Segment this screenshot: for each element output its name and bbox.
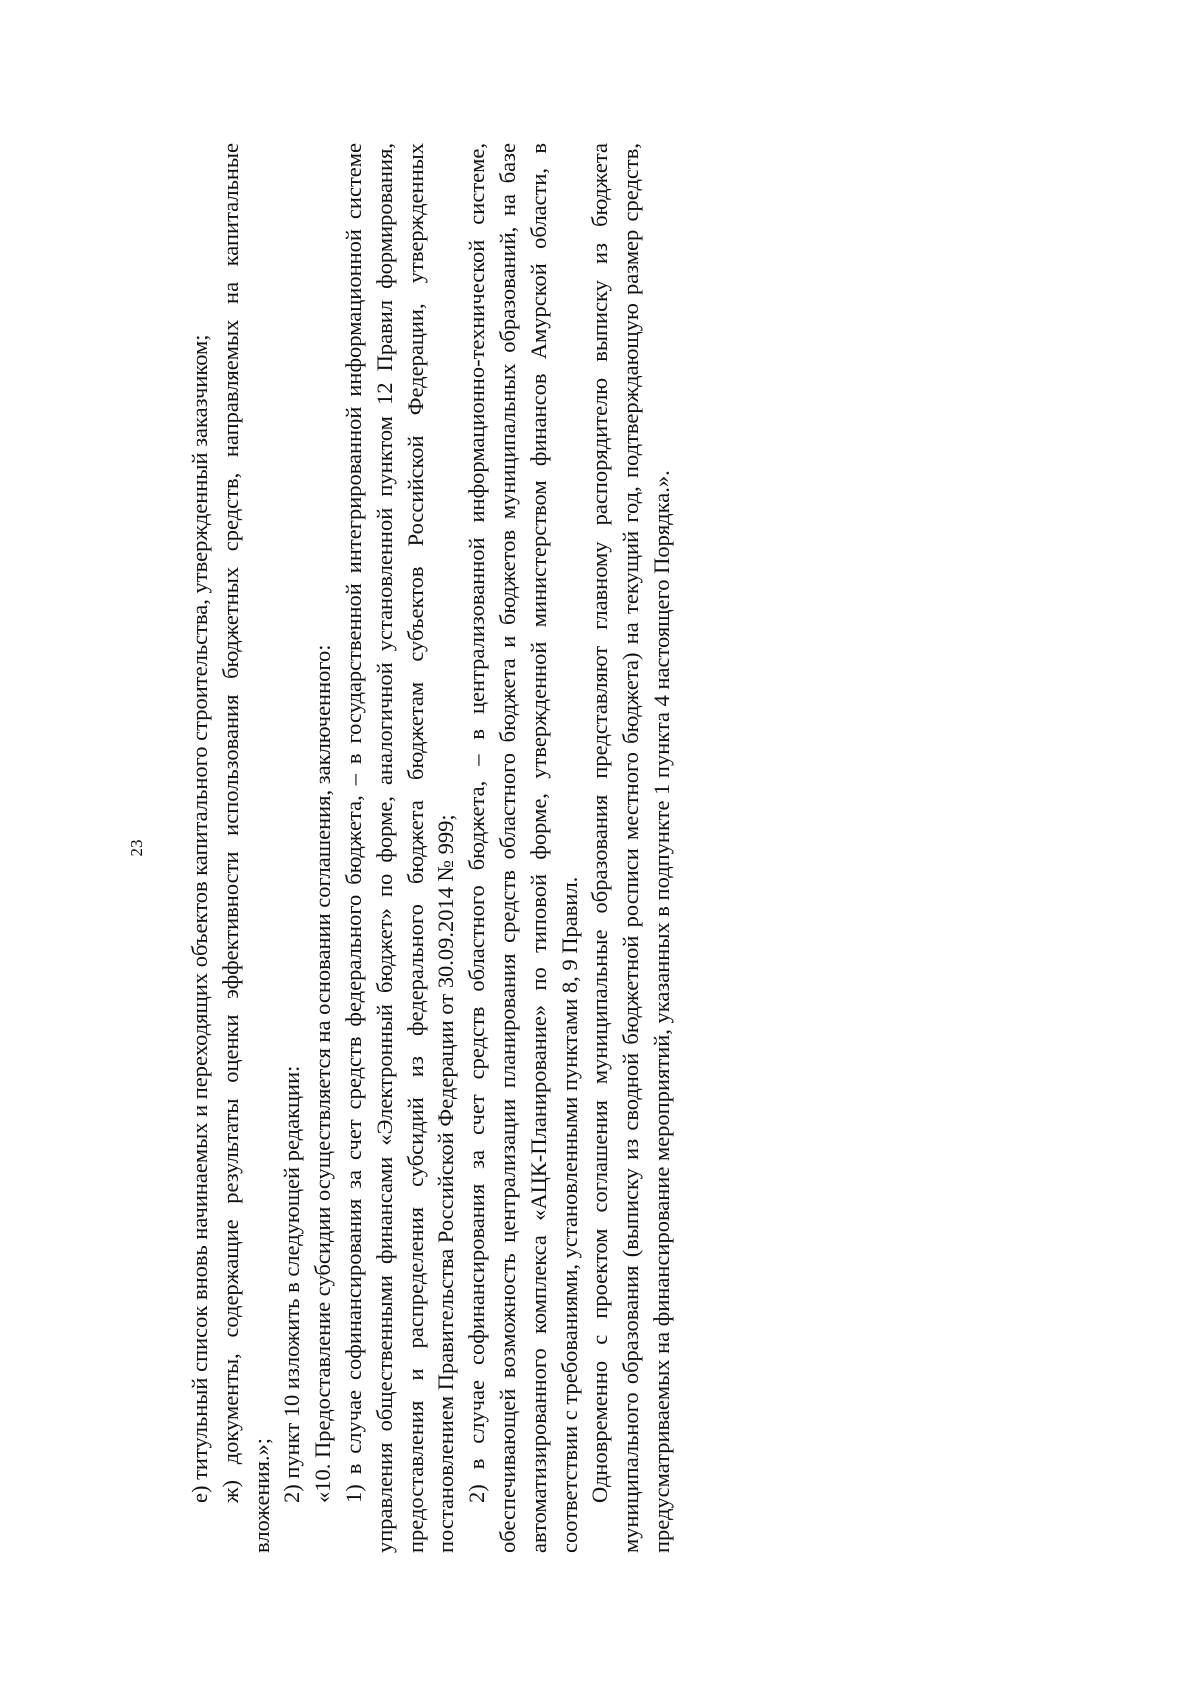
paragraph-item-10: «10. Предоставление субсидии осуществляется на основании соглашения, заключенного: xyxy=(310,644,336,1503)
paragraph-case-2: 2) в случае софинансирования за счет средств областного бюджета, – в централизованной информационно-технической системе, обеспечивающей возможность централизации планирования средств областного бюджета и бюджетов муниципальных образований, на базе автоматизированного комплекса «АЦК-Планирование» по типовой форме, утвержденной министерством финансов Амурской области, в соответствии с требованиями, установленными пунктами 8, 9 Правил. xyxy=(464,143,582,1553)
document-body xyxy=(185,143,678,1553)
paragraph-e: е) титульный список вновь начинаемых и переходящих объектов капитального строительства, утвержденный заказчиком; xyxy=(187,334,212,1503)
paragraph-case-1: 1) в случае софинансирования за счет средств федерального бюджета, – в государственной интегрированной информационной системе управления общественными финансами «Электронный бюджет» по форме, аналогичной установленной пунктом 12 Правил формирования, предоставления и распределения субсидий из федерального бюджета бюджетам субъектов Российской Федерации, утвержденных постановлением Правительства Российской Федерации от 30.09.2014 № 999; xyxy=(340,143,459,1553)
paragraph-simultaneously: Одновременно с проектом соглашения муниципальные образования представляют главному распорядителю выписку из бюджета муниципального образования (выписку из сводной бюджетной росписи местного бюджета) на текущий год, подтверждающую размер средств, предусматриваемых на финансирование мероприятий, указанных в подпункте 1 пункта 4 настоящего Порядка.». xyxy=(587,143,674,1553)
rotated-content xyxy=(127,143,825,1553)
paragraph-zh: ж) документы, содержащие результаты оценки эффективности использования бюджетных средств, направляемых на капитальные вложения.»; xyxy=(217,143,274,1553)
paragraph-item-2: 2) пункт 10 изложить в следующей редакции: xyxy=(279,1065,305,1503)
page-number: 23 xyxy=(127,839,146,857)
